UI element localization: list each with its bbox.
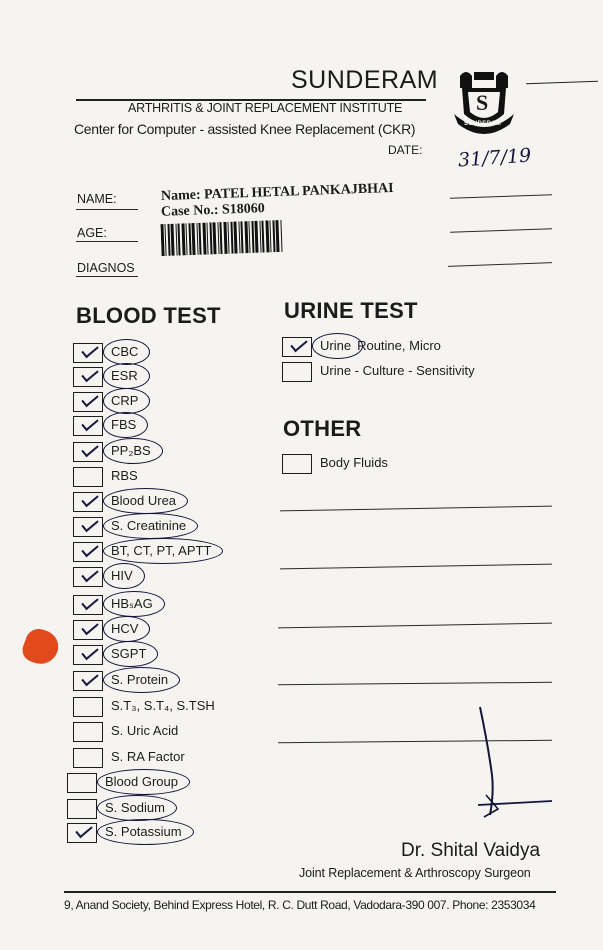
pen-circle-mark <box>103 488 188 514</box>
blood-test-checkbox[interactable] <box>73 392 103 412</box>
red-smudge <box>19 625 63 669</box>
blood-test-label: S. RA Factor <box>111 749 185 764</box>
pen-circle-mark <box>103 591 165 617</box>
blood-test-checkbox[interactable] <box>73 748 103 768</box>
barcode-bar <box>206 223 208 255</box>
barcode-bar <box>280 220 282 252</box>
pen-circle-mark <box>97 769 190 795</box>
doctor-signature <box>470 705 560 820</box>
institute-name: SUNDERAM <box>291 66 439 94</box>
blank-line-1 <box>280 506 552 512</box>
pen-circle-mark <box>103 412 148 438</box>
barcode-bar <box>198 223 201 255</box>
check-mark-icon <box>81 415 98 431</box>
blood-test-checkbox[interactable] <box>73 645 103 665</box>
header-rule-right <box>526 81 598 85</box>
blood-test-checkbox[interactable] <box>67 823 97 843</box>
pen-circle-mark <box>312 333 363 359</box>
blood-test-label: CBC <box>111 344 139 359</box>
blood-test-checkbox[interactable] <box>73 567 103 587</box>
doctor-name: Dr. Shital Vaidya <box>401 840 541 861</box>
check-mark-icon <box>81 342 98 358</box>
logo-text: SUNDERAM <box>464 121 502 127</box>
sticker-name: Name: PATEL HETAL PANKAJBHAI <box>160 180 394 205</box>
blood-test-label: ESR <box>111 368 138 383</box>
name-line-right <box>450 194 552 199</box>
barcode-bar <box>259 221 261 253</box>
barcode-bar <box>265 220 269 252</box>
blood-test-checkbox[interactable] <box>73 620 103 640</box>
age-underline <box>76 241 138 242</box>
blood-test-checkbox[interactable] <box>73 722 103 742</box>
barcode-bar <box>269 220 271 252</box>
barcode-bar <box>170 224 174 256</box>
barcode-bar <box>209 222 212 254</box>
barcode-bar <box>217 222 219 254</box>
sticker-barcode <box>160 220 285 256</box>
doctor-title: Joint Replacement & Arthroscopy Surgeon <box>299 866 531 880</box>
blood-test-checkbox[interactable] <box>73 442 103 462</box>
blood-test-checkbox[interactable] <box>73 542 103 562</box>
pen-circle-mark <box>103 563 145 589</box>
blood-test-checkbox[interactable] <box>73 367 103 387</box>
check-mark-icon <box>81 594 98 610</box>
blood-test-label: FBS <box>111 417 137 432</box>
blood-test-label: HBₛAG <box>111 596 153 611</box>
check-mark-icon <box>81 670 98 686</box>
blood-test-label: HIV <box>111 568 133 583</box>
check-mark-icon <box>81 541 98 557</box>
blood-test-checkbox[interactable] <box>67 773 97 793</box>
blood-test-title: BLOOD TEST <box>76 303 221 328</box>
barcode-bar <box>240 221 243 253</box>
blood-test-checkbox[interactable] <box>73 671 103 691</box>
urine-test-label-suffix: Routine, Micro <box>357 338 441 353</box>
barcode-bar <box>181 223 185 255</box>
blood-test-label: RBS <box>111 468 138 483</box>
blood-test-checkbox[interactable] <box>67 799 97 819</box>
pen-circle-mark <box>103 339 150 365</box>
barcode-bar <box>227 222 229 254</box>
barcode-bar <box>219 222 222 254</box>
barcode-bar <box>164 224 166 256</box>
barcode-bar <box>275 220 279 252</box>
pen-circle-mark <box>97 819 194 845</box>
urine-test-title: URINE TEST <box>284 298 418 323</box>
check-mark-icon <box>75 822 92 838</box>
pen-circle-mark <box>97 795 177 821</box>
blood-test-label: PP₂BS <box>111 443 151 458</box>
check-mark-icon <box>81 491 98 507</box>
pen-circle-mark <box>103 388 150 414</box>
barcode-bar <box>248 221 250 253</box>
barcode-bar <box>238 221 240 253</box>
barcode-bar <box>196 223 198 255</box>
check-mark-icon <box>81 441 98 457</box>
date-label: DATE: <box>388 143 423 157</box>
barcode-bar <box>261 221 264 253</box>
barcode-bar <box>254 221 258 253</box>
urine-test-label: Urine <box>320 338 352 353</box>
pen-circle-mark <box>103 538 223 564</box>
footer-rule <box>64 891 556 893</box>
pen-circle-mark <box>103 513 198 539</box>
barcode-bar <box>223 222 227 254</box>
sunderam-logo <box>448 66 520 138</box>
pen-circle-mark <box>103 667 180 693</box>
check-mark-icon <box>81 516 98 532</box>
pen-circle-mark <box>103 616 150 642</box>
blood-test-checkbox[interactable] <box>73 517 103 537</box>
age-line-right <box>450 228 552 233</box>
other-label: Body Fluids <box>320 455 388 470</box>
barcode-bar <box>185 223 187 255</box>
check-mark-icon <box>81 366 98 382</box>
blood-test-label: S.T₃, S.T₄, S.TSH <box>111 698 215 713</box>
blood-test-checkbox[interactable] <box>73 697 103 717</box>
blood-test-checkbox[interactable] <box>73 467 103 487</box>
blood-test-label: S. Potassium <box>105 824 182 839</box>
blood-test-checkbox[interactable] <box>73 595 103 615</box>
blood-test-checkbox[interactable] <box>73 416 103 436</box>
blood-test-checkbox[interactable] <box>73 343 103 363</box>
barcode-bar <box>167 224 170 256</box>
urine-test-checkbox[interactable] <box>282 362 312 382</box>
diagnosis-underline <box>76 276 138 277</box>
barcode-bar <box>212 222 216 254</box>
pen-circle-mark <box>103 363 150 389</box>
blood-test-label: Blood Urea <box>111 493 177 508</box>
check-mark-icon <box>81 566 98 582</box>
check-mark-icon <box>290 336 307 352</box>
diagnosis-line-right <box>448 262 552 267</box>
name-label: NAME: <box>77 192 117 206</box>
barcode-bar <box>160 224 164 256</box>
barcode-bar <box>191 223 195 255</box>
logo-letter: S <box>476 90 489 115</box>
barcode-bar <box>233 222 237 254</box>
name-underline <box>76 209 138 210</box>
sticker-case: Case No.: S18060 <box>160 201 266 220</box>
blood-test-label: BT, CT, PT, APTT <box>111 543 212 558</box>
age-label: AGE: <box>77 226 107 240</box>
barcode-bar <box>175 224 177 256</box>
blood-test-label: Blood Group <box>105 774 178 789</box>
blank-line-3 <box>278 623 552 629</box>
footer-address: 9, Anand Society, Behind Express Hotel, R. C. Dutt Road, Vadodara-390 007. Phone: 2353034 <box>64 898 536 912</box>
blood-test-label: S. Creatinine <box>111 518 187 533</box>
institute-subtitle: ARTHRITIS & JOINT REPLACEMENT INSTITUTE <box>128 101 403 115</box>
check-mark-icon <box>81 619 98 635</box>
pen-circle-mark <box>103 438 163 464</box>
barcode-bar <box>230 222 233 254</box>
center-title: Center for Computer - assisted Knee Replacement (CKR) <box>74 121 416 137</box>
blood-test-label: S. Uric Acid <box>111 723 179 738</box>
pen-circle-mark <box>103 641 158 667</box>
date-value: 31/7/19 <box>457 144 532 172</box>
check-mark-icon <box>81 644 98 660</box>
urine-test-label: Urine - Culture - Sensitivity <box>320 363 475 378</box>
blood-test-label: HCV <box>111 621 139 636</box>
urine-test-checkbox[interactable] <box>282 337 312 357</box>
barcode-bar <box>177 224 180 256</box>
blood-test-label: S. Sodium <box>105 800 165 815</box>
barcode-bar <box>202 223 206 255</box>
blank-line-2 <box>280 564 552 570</box>
diagnosis-label: DIAGNOS <box>77 261 135 275</box>
barcode-bar <box>272 220 275 252</box>
barcode-bar <box>251 221 254 253</box>
check-mark-icon <box>81 391 98 407</box>
blood-test-label: CRP <box>111 393 139 408</box>
barcode-bar <box>244 221 248 253</box>
blood-test-label: SGPT <box>111 646 147 661</box>
blood-test-label: S. Protein <box>111 672 169 687</box>
other-checkbox[interactable] <box>282 454 312 474</box>
blank-line-4 <box>278 682 552 686</box>
barcode-bar <box>188 223 191 255</box>
blood-test-checkbox[interactable] <box>73 492 103 512</box>
other-title: OTHER <box>283 416 362 441</box>
